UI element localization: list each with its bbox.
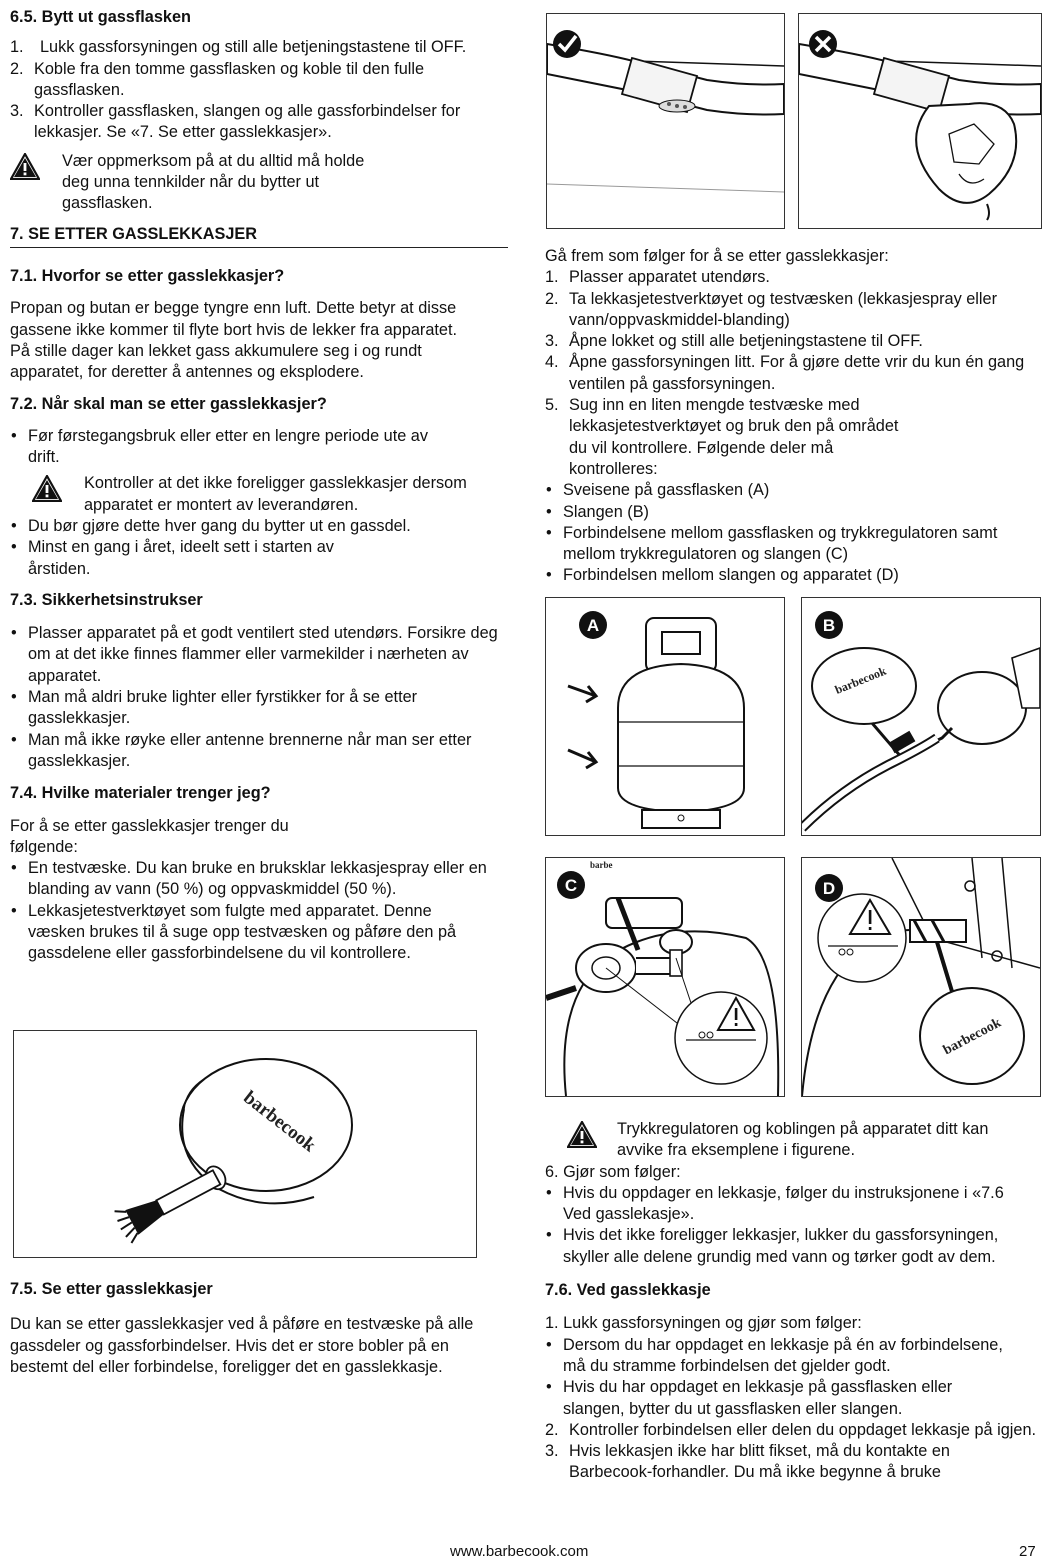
paragraph: Du kan se etter gasslekkasjer ved å påføre en testvæske på alle gassdeler og gassforbindelser. Hvis det er store bobler på en bestemt del eller forbindelse, foreligger det en gasslekkasje. xyxy=(10,1315,474,1376)
gas-bottle-illustration xyxy=(546,598,784,835)
svg-text:C: C xyxy=(564,876,578,895)
appliance-connection-illustration xyxy=(802,858,1040,1096)
figure-c-regulator xyxy=(545,857,785,1097)
paragraph: På stille dager kan lekket gass akkumulere seg i og rundt apparatet, for deretter å antennes og eksplodere. xyxy=(10,341,422,382)
paragraph: For å se etter gasslekkasjer trenger du følgende: xyxy=(10,816,289,856)
heading-7: 7. SE ETTER GASSLEKKASJER xyxy=(10,224,257,243)
list-item: • Hvis du har oppdaget en lekkasje på gassflasken eller slangen, bytter du ut gassflasken eller slangen. xyxy=(545,1377,1040,1420)
regulator-illustration xyxy=(546,858,784,1096)
paragraph: Gå frem som følger for å se etter gasslekkasjer: xyxy=(545,247,889,265)
figure-b-hose xyxy=(801,597,1041,836)
list-item: • Før førstegangsbruk eller etter en lengre periode ute av drift. xyxy=(10,426,508,469)
list-item: • Dersom du har oppdaget en lekkasje på én av forbindelsene, må du stramme forbindelsen det gjelder godt. xyxy=(545,1335,1040,1378)
heading-7-2: 7.2. Når skal man se etter gasslekkasjer? xyxy=(10,395,327,414)
list-item: 3. Åpne lokket og still alle betjeningstastene til OFF. xyxy=(545,332,923,351)
svg-text:B: B xyxy=(822,616,836,635)
heading-7-6: 7.6. Ved gasslekkasje xyxy=(545,1281,711,1300)
heading-7-3: 7.3. Sikkerhetsinstrukser xyxy=(10,590,203,609)
checkmark-icon xyxy=(553,30,581,58)
svg-text:barbe: barbe xyxy=(590,860,613,870)
svg-text:A: A xyxy=(586,616,600,635)
figure-leak-test-tool xyxy=(13,1030,477,1258)
list-item: • Man må aldri bruke lighter eller fyrstikker for å se etter gasslekkasjer. xyxy=(10,687,508,730)
list-item: • Forbindelsen mellom slangen og apparatet (D) xyxy=(545,565,1040,586)
paragraph: 6. Gjør som følger: xyxy=(545,1162,681,1181)
list-item: 2. Kontroller forbindelsen eller delen du oppdaget lekkasje på igjen. xyxy=(545,1420,1037,1439)
when-check-list-2 xyxy=(10,516,508,580)
list-item: 2. Ta lekkasjetestverktøyet og testvæsken (lekkasjespray eller vann/oppvaskmiddel-blanding) xyxy=(545,289,998,329)
list-item: 4. Åpne gassforsyningen litt. For å gjøre dette vrir du kun én gang ventilen på gassforsyningen. xyxy=(545,353,1025,393)
figure-a-bottle-welds xyxy=(545,597,785,836)
leak-steps xyxy=(545,1420,1040,1484)
list-item: • Du bør gjøre dette hver gang du bytter ut en gassdel. xyxy=(10,516,508,537)
left-bottom xyxy=(10,1279,508,1378)
list-item: 5. Sug inn en liten mengde testvæske med lekkasjetestverktøyet og bruk den på området du vil kontrollere. Følgende deler må kontrolleres: xyxy=(545,396,899,478)
warning-icon xyxy=(32,475,62,502)
figure-no-leak xyxy=(546,13,785,229)
paragraph: Propan og butan er begge tyngre enn luft. Dette betyr at disse gassene ikke kommer til flyte bort hvis de lekker fra apparatet. xyxy=(10,299,458,339)
page-number: 27 xyxy=(1019,1543,1036,1560)
list-item: 3. Hvis lekkasjen ikke har blitt fikset, må du kontakte en Barbecook-forhandler. Du må ikke begynne å bruke xyxy=(545,1442,950,1482)
list-item: • Lekkasjetestverktøyet som fulgte med apparatet. Denne væsken brukes til å suge opp testvæsken og påføre den på gassdelene eller gassforbindelsene du vil kontrollere. xyxy=(10,901,508,965)
svg-text:barbecook: barbecook xyxy=(941,1015,1004,1059)
leak-test-tool-illustration xyxy=(14,1031,476,1257)
figure-d-appliance-connection xyxy=(801,857,1041,1097)
heading-7-4: 7.4. Hvilke materialer trenger jeg? xyxy=(10,784,271,803)
leak-bubbles-illustration xyxy=(799,14,1041,228)
warning-supplier: Kontroller at det ikke foreligger gasslekkasjer dersom apparatet er montert av leverandøren. xyxy=(10,473,508,516)
no-leak-illustration xyxy=(547,14,784,228)
list-item: • En testvæske. Du kan bruke en bruksklar lekkasjespray eller en blanding av vann (50 %) og oppvaskmiddel (50 %). xyxy=(10,858,508,901)
warning-figures-differ: Trykkregulatoren og koblingen på apparatet ditt kan avvike fra eksemplene i figurene. xyxy=(545,1119,1040,1162)
list-item: • Plasser apparatet på et godt ventilert sted utendørs. Forsikre deg om at det ikke finnes flammer eller varmekilder i nærheten av apparatet. xyxy=(10,623,508,687)
when-check-list xyxy=(10,426,508,469)
paragraph: 1. Lukk gassforsyningen og gjør som følger: xyxy=(545,1314,862,1333)
list-item: • Sveisene på gassflasken (A) xyxy=(545,480,1040,501)
left-column xyxy=(10,0,508,965)
replace-bottle-steps xyxy=(10,37,508,143)
list-item: • Hvis du oppdager en lekkasje, følger du instruksjonene i «7.6 Ved gasslekasje». xyxy=(545,1183,1040,1226)
heading-7-5: 7.5. Se etter gasslekkasjer xyxy=(10,1280,213,1298)
heading-6-5: 6.5. Bytt ut gassflasken xyxy=(10,8,191,26)
safety-list xyxy=(10,623,508,772)
list-item: • Minst en gang i året, ideelt sett i starten av årstiden. xyxy=(10,537,508,580)
hose-illustration xyxy=(802,598,1040,835)
list-item: 1. Lukk gassforsyningen og still alle betjeningstastene til OFF. xyxy=(10,38,467,57)
materials-list xyxy=(10,858,508,964)
list-item: • Hvis det ikke foreligger lekkasjer, lukker du gassforsyningen, skyller alle delene grundig med vann og tørker godt av dem. xyxy=(545,1225,1040,1268)
svg-text:barbecook: barbecook xyxy=(239,1087,320,1157)
svg-text:D: D xyxy=(822,879,836,898)
warning-replace-bottle: Vær oppmerksom på at du alltid må holde deg unna tennkilder når du bytter ut gassflasken. xyxy=(10,151,508,215)
heading-7-1: 7.1. Hvorfor se etter gasslekkasjer? xyxy=(10,266,285,285)
warning-icon xyxy=(567,1121,597,1148)
parts-to-check xyxy=(545,480,1040,586)
list-item: 3. Kontroller gassflasken, slangen og alle gassforbindelser for lekkasjer. Se «7. Se etter gasslekkasjer». xyxy=(10,102,461,142)
leak-action-list xyxy=(545,1335,1040,1420)
list-item: • Slangen (B) xyxy=(545,502,1040,523)
svg-text:barbecook: barbecook xyxy=(832,663,889,697)
footer-url: www.barbecook.com xyxy=(450,1543,589,1560)
list-item: • Forbindelsene mellom gassflasken og trykkregulatoren samt mellom trykkregulatoren og slangen (C) xyxy=(545,523,1040,566)
figure-leak xyxy=(798,13,1042,229)
right-bottom xyxy=(545,1119,1040,1484)
warning-icon xyxy=(10,153,40,180)
section-divider xyxy=(10,247,508,248)
check-steps xyxy=(545,267,1040,480)
list-item: 2. Koble fra den tomme gassflasken og koble til den fulle gassflasken. xyxy=(10,59,425,99)
list-item: • Man må ikke røyke eller antenne brennerne når man ser etter gasslekkasjer. xyxy=(10,730,508,773)
step6-list xyxy=(545,1183,1040,1268)
right-column xyxy=(545,246,1040,587)
list-item: 1. Plasser apparatet utendørs. xyxy=(545,268,770,287)
